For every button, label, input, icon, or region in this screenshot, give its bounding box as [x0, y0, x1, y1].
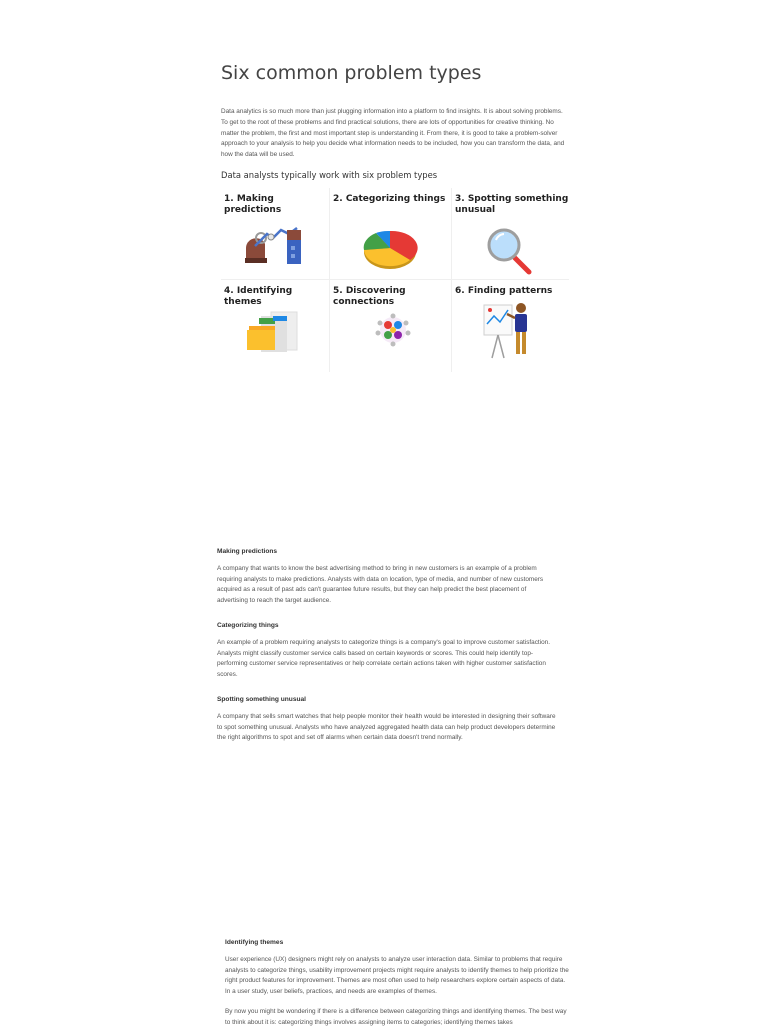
section-categorizing-things	[217, 622, 552, 680]
section-making-predictions	[217, 548, 557, 606]
section-body: User experience (UX) designers might rely on analysts to analyze user interaction data. Similar to problems that require analysts to categorize things, usability improvement projects might require analysts to identify themes to help prioritize the right product features for improvement. Themes are most often used to help researchers explore certain aspects of data. In a user study, user beliefs, practices, and needs are examples of themes.	[225, 956, 569, 995]
problem-type-label: 6. Finding patterns	[455, 286, 553, 296]
page-title: Six common problem types	[221, 62, 482, 84]
section-title: Making predictions	[217, 548, 278, 555]
problem-type-categorizing-things	[330, 188, 452, 280]
problem-type-label: 1. Making predictions	[224, 194, 282, 215]
intro-paragraph: Data analytics is so much more than just plugging information into a platform to find insights. It is about solving problems. To get to the root of these problems and find practical solutions, there are lots of opportunities for creative thinking. No matter the problem, the first and most important step is understanding it. From there, it is good to take a problem-solver approach to your analysis to help you decide what information needs to be included, how you can transform the data, and how the data will be used.	[221, 108, 565, 159]
section-identifying-themes	[225, 939, 570, 1029]
infographic-heading: Data analysts typically work with six problem types	[221, 170, 438, 180]
section-title: Identifying themes	[225, 939, 284, 946]
trailing-paragraph: By now you might be wondering if there is a difference between categorizing things and identifying themes. The best way to think about it is: categorizing things involves assigning items to categories; identifying themes takes	[225, 1008, 567, 1026]
magnifying-glass-icon	[452, 188, 569, 280]
network-connections-icon	[330, 280, 452, 372]
problem-type-making-predictions	[221, 188, 330, 280]
section-body: A company that sells smart watches that help people monitor their health would be interested in designing their software to spot something unusual. Analysts who have analyzed aggregated health data can help product developers determine the right algorithms to spot and set off alarms when certain data doesn't trend normally.	[217, 713, 556, 742]
pie-chart-icon	[330, 188, 452, 280]
person-whiteboard-icon	[452, 280, 569, 372]
predictions-chart-icon	[221, 188, 330, 280]
problem-type-label: 2. Categorizing things	[333, 194, 446, 204]
problem-type-finding-patterns	[452, 280, 569, 372]
problem-type-identifying-themes	[221, 280, 330, 372]
problem-type-label: 5. Discovering connections	[333, 286, 406, 307]
problem-type-label: 4. Identifying themes	[224, 286, 293, 307]
problem-type-discovering-connections	[330, 280, 452, 372]
section-spotting-unusual	[217, 696, 557, 744]
problem-type-spotting-unusual	[452, 188, 569, 280]
section-body: An example of a problem requiring analysts to categorize things is a company's goal to improve customer satisfaction. Analysts might classify customer service calls based on certain keywords or scores. This could help identify top-performing customer service representatives or help correlate certain actions taken with higher customer satisfaction scores.	[217, 639, 550, 678]
problem-types-grid	[221, 188, 569, 372]
section-title: Spotting something unusual	[217, 696, 307, 703]
section-title: Categorizing things	[217, 622, 279, 629]
section-body: A company that wants to know the best advertising method to bring in new customers is an example of a problem requiring analysts to make predictions. Analysts with data on location, type of media, and number of new customers acquired as a result of past ads can't guarantee future results, but they can help predict the best placement of advertising to reach the target audience.	[217, 565, 544, 604]
folders-icon	[221, 280, 330, 372]
problem-type-label: 3. Spotting something unusual	[455, 194, 569, 215]
